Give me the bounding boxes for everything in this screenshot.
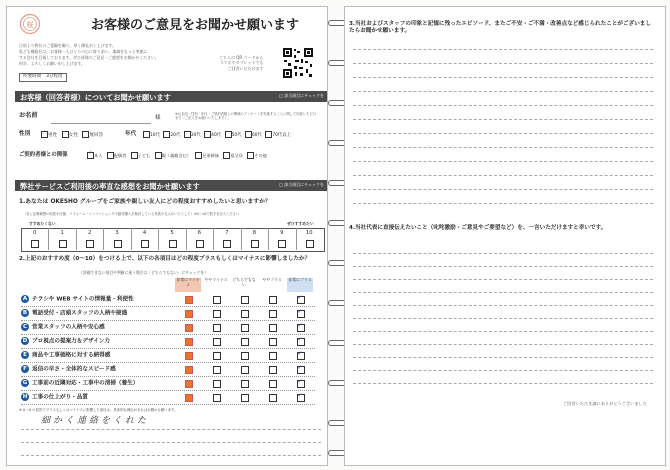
answer-line[interactable] <box>353 203 653 204</box>
answer-line[interactable] <box>353 370 653 371</box>
gender-option-female[interactable] <box>62 133 78 138</box>
age-options <box>143 131 291 138</box>
age-checkbox[interactable] <box>245 131 252 138</box>
rating-checkbox[interactable] <box>269 394 277 402</box>
closing-text: ご回答いただき誠にありがとうございました <box>563 401 647 406</box>
relation-label-sibling: 兄弟姉妹 <box>202 152 220 158</box>
age-checkbox[interactable] <box>143 131 150 138</box>
rating-checkbox[interactable] <box>213 324 221 332</box>
item-text: 営業スタッフの人柄や安心感 <box>32 324 105 331</box>
scale-checkbox[interactable] <box>86 240 94 248</box>
rating-checkbox[interactable] <box>185 394 193 402</box>
intro-line-3: する会社を目指しております。ぜひ皆様のご意見・ご感想をお聞かせください。 <box>19 55 159 60</box>
q2-text: 2.上記のおすすめ度（0〜10）をつける上で、以下の各項目はどの程度プラスもしくはマイナスに影響しましたか？ <box>19 256 311 262</box>
row-divider <box>21 404 315 405</box>
scale-number: 9 <box>280 230 284 236</box>
row-divider <box>21 348 315 349</box>
relation-checkbox[interactable] <box>131 152 138 159</box>
scale-checkbox[interactable] <box>196 240 204 248</box>
rating-checkbox[interactable] <box>241 394 249 402</box>
check-mark-icon: ✓ <box>297 392 303 399</box>
age-option[interactable] <box>143 133 160 138</box>
company-seal-logo <box>19 13 41 35</box>
item-letter-badge: F <box>21 365 29 373</box>
right-page <box>344 6 666 466</box>
qr-code-icon[interactable] <box>282 47 314 79</box>
item-text: プロ視点の提案力＆デザイン力 <box>32 338 110 345</box>
age-option[interactable] <box>225 133 242 138</box>
relation-option[interactable] <box>131 153 151 158</box>
rating-checkbox[interactable] <box>185 310 193 318</box>
answer-line[interactable] <box>21 455 321 456</box>
rating-item-label <box>21 337 179 347</box>
answer-line[interactable] <box>353 77 653 78</box>
rating-column-header: 非常にプラス <box>287 278 313 292</box>
q2-footnote: ※ A〜H の回答でプラスもしくはマイナスに影響した項目は、具体的な理由があればお聞かせ願います。 <box>19 408 178 412</box>
answer-line[interactable] <box>353 292 653 293</box>
scale-checkbox[interactable] <box>141 240 149 248</box>
age-label-10: 10代 <box>150 133 160 138</box>
relation-option[interactable] <box>195 153 219 158</box>
rating-column-header: 非常にマイナス <box>175 278 201 292</box>
answer-line[interactable] <box>353 253 653 254</box>
answer-time-badge: 所要時間 3分程度 <box>19 73 67 82</box>
relation-checkbox[interactable] <box>155 152 162 159</box>
intro-line-2: 私ども横総社は、お客様一人ひとりの心に寄り添い、地域をもっと笑顔に <box>19 49 148 54</box>
rating-checkbox[interactable] <box>297 352 305 360</box>
item-text: 商品や工事価格に対する納得感 <box>32 352 111 359</box>
intro-line-1: 日頃より弊社のご愛顧を賜り、厚く御礼申し上げます。 <box>19 43 116 48</box>
age-option[interactable] <box>163 133 180 138</box>
gender-options <box>41 131 103 139</box>
relation-label-parent: 親（義親含む） <box>161 152 191 158</box>
rating-checkbox[interactable] <box>241 352 249 360</box>
section1-header-label: お客様（回答者様）についてお聞かせ願います <box>20 93 171 102</box>
answer-line[interactable] <box>353 344 653 345</box>
rating-checkbox[interactable] <box>213 366 221 374</box>
svg-text:桜: 桜 <box>26 21 34 29</box>
rating-item-label <box>21 351 179 361</box>
age-option[interactable] <box>204 133 221 138</box>
rating-checkbox[interactable] <box>241 338 249 346</box>
item-text: 工事の仕上がり・品質 <box>32 394 88 401</box>
gender-female-checkbox[interactable] <box>62 131 69 138</box>
age-label-40: 40代 <box>211 133 222 138</box>
rating-checkbox[interactable] <box>297 310 305 318</box>
scale-checkbox[interactable] <box>31 240 39 248</box>
answer-line[interactable] <box>353 266 653 267</box>
rating-column-header: ややマイナス <box>204 277 228 282</box>
answer-line[interactable] <box>353 49 653 50</box>
q1-note: （窓に記載範囲の取扱や仕様、リフォーム・リノベーションや不動産購入を検討している家族や友人がいたとして）※0〜10で数字を記入ください <box>23 212 240 216</box>
scale-number: 8 <box>252 230 256 236</box>
row-divider <box>21 306 315 307</box>
rating-checkbox[interactable] <box>269 324 277 332</box>
answer-line[interactable] <box>353 357 653 358</box>
check-mark-icon: ✓ <box>297 378 303 385</box>
rating-checkbox[interactable] <box>185 366 193 374</box>
q3-text: 3.当社およびスタッフの印象と記憶に残ったエピソード、またご不安・ご不満・改善点など感じられたことがございましたらお聞かせ願います。 <box>349 21 651 35</box>
item-text: チラシや WEB サイトの情報量・利便性 <box>32 296 134 303</box>
answer-line[interactable] <box>353 91 653 92</box>
scale-right-label: ぜひすすめたい <box>287 221 314 226</box>
q1-text: 1.あなたは OKESHO グループをご家族や親しい友人にどの程度おすすめしたいと思いますか？ <box>19 199 271 205</box>
answer-line[interactable] <box>353 175 653 176</box>
answer-line[interactable] <box>353 318 653 319</box>
answer-line[interactable] <box>21 442 321 443</box>
scale-number: 6 <box>197 230 202 236</box>
gender-none-label: 無回答 <box>89 133 104 138</box>
relation-checkbox[interactable] <box>107 152 114 159</box>
scale-number: 3 <box>115 230 119 236</box>
q4-text: 4.当社代表に直接伝えたいこと（叱咤激励・ご意見やご要望など）を、一言いただけますと幸いです。 <box>349 225 607 231</box>
scale-number: 4 <box>142 230 147 236</box>
section2-header-label: 弊社サービスご利用後の率直な感想をお聞かせ願います <box>20 182 200 191</box>
answer-line[interactable] <box>353 331 653 332</box>
gender-option-none[interactable] <box>82 133 103 138</box>
rating-checkbox[interactable] <box>297 380 305 388</box>
section2-header <box>15 180 327 191</box>
rating-checkbox[interactable] <box>297 324 305 332</box>
scale-number: 1 <box>60 230 64 236</box>
row-divider <box>21 362 315 363</box>
page-title: お客様のご意見をお聞かせ願います <box>91 18 300 33</box>
rating-column-header: どちらでもない <box>232 277 256 287</box>
age-option[interactable] <box>245 133 262 138</box>
rating-checkbox[interactable] <box>269 352 277 360</box>
row-divider <box>21 376 315 377</box>
answer-line[interactable] <box>353 147 653 148</box>
age-label-70: 70代以上 <box>272 133 292 138</box>
age-option[interactable] <box>265 133 291 138</box>
gender-male-label: 男性 <box>48 133 58 138</box>
rating-checkbox[interactable] <box>213 380 221 388</box>
row-divider <box>21 320 315 321</box>
rating-checkbox[interactable] <box>213 352 221 360</box>
rating-checkbox[interactable] <box>241 310 249 318</box>
item-letter-badge: E <box>21 351 29 359</box>
rating-checkbox[interactable] <box>185 352 193 360</box>
age-label-60: 60代 <box>251 133 262 138</box>
answer-line[interactable] <box>353 279 653 280</box>
item-letter-badge: H <box>22 394 28 400</box>
age-option[interactable] <box>184 133 201 138</box>
rating-checkbox[interactable] <box>241 366 249 374</box>
relation-option[interactable] <box>247 153 267 158</box>
handwritten-answer: 細かく連絡をくれた <box>41 416 150 426</box>
rating-checkbox[interactable] <box>185 338 193 346</box>
rating-checkbox[interactable] <box>213 394 221 402</box>
rating-item-label <box>21 379 179 389</box>
check-mark-icon: ✓ <box>297 336 303 343</box>
rating-checkbox[interactable] <box>241 324 249 332</box>
item-letter-badge: G <box>22 380 28 386</box>
rating-item-label <box>21 323 179 333</box>
rating-checkbox[interactable] <box>297 338 305 346</box>
age-label-20: 20代 <box>170 133 181 138</box>
item-letter-badge: D <box>22 338 28 344</box>
answer-line[interactable] <box>353 383 653 384</box>
rating-item-label <box>21 295 179 305</box>
answer-line[interactable] <box>21 429 321 430</box>
rating-checkbox[interactable] <box>269 338 277 346</box>
item-letter-badge: C <box>22 324 28 330</box>
relation-self-label: 本人 <box>94 152 103 158</box>
relation-label: ご契約者様との関係 <box>19 152 68 158</box>
gender-option-male[interactable] <box>41 129 58 138</box>
answer-line[interactable] <box>353 161 653 162</box>
rating-item-label <box>21 365 179 375</box>
item-letter-badge: A <box>22 296 28 302</box>
age-checkbox[interactable] <box>225 131 232 138</box>
age-label: 年代 <box>125 131 137 137</box>
rating-checkbox[interactable] <box>213 338 221 346</box>
relation-label-grandparent: 祖父母 <box>230 152 243 158</box>
answer-line[interactable] <box>353 133 653 134</box>
scale-checkbox[interactable] <box>169 240 177 248</box>
rating-item-label <box>21 393 179 403</box>
check-mark-icon: ✓ <box>297 364 303 371</box>
relation-label-spouse: 配偶者 <box>113 152 127 158</box>
scale-number: 5 <box>170 230 174 236</box>
age-checkbox[interactable] <box>184 131 191 138</box>
section1-header <box>15 91 327 102</box>
relation-option[interactable] <box>107 153 127 158</box>
rating-checkbox[interactable] <box>269 380 277 388</box>
rating-checkbox[interactable] <box>241 380 249 388</box>
answer-line[interactable] <box>353 305 653 306</box>
q2-note: （評価できない項目や判断に迷う場合は「どちらでもない」にチェックを） <box>79 270 208 275</box>
item-text: 電話受付・店頭スタッフの人柄や接遇 <box>32 310 128 317</box>
name-field[interactable] <box>51 123 151 124</box>
rating-checkbox[interactable] <box>269 366 277 374</box>
row-divider <box>21 334 315 335</box>
answer-line[interactable] <box>353 105 653 106</box>
answer-line[interactable] <box>353 63 653 64</box>
relation-options <box>87 152 267 159</box>
left-page <box>6 6 328 466</box>
name-suffix: 様 <box>155 115 161 121</box>
item-text: 工事前の近隣対応・工事中の清掃（養生） <box>32 380 139 387</box>
scale-checkbox[interactable] <box>278 240 286 248</box>
gender-female-label: 女性 <box>68 133 78 138</box>
scale-number: 2 <box>87 230 92 236</box>
rating-checkbox[interactable] <box>213 296 221 304</box>
check-mark-icon: ✓ <box>297 308 303 315</box>
check-mark-icon: ✓ <box>297 350 303 357</box>
rating-checkbox[interactable] <box>297 394 305 402</box>
scale-number: 0 <box>33 230 37 236</box>
rating-item-label <box>21 309 179 319</box>
rating-checkbox[interactable] <box>297 296 305 304</box>
name-label: お名前 <box>19 112 38 119</box>
name-note: ※お名前・性別・年代・ご契約者様との関係のアンケートを実施することに関して同意いただけます（ご記入をお願いいたします）。 <box>175 112 317 121</box>
rating-checkbox[interactable] <box>297 366 305 374</box>
row-divider <box>21 390 315 391</box>
section1-check-hint: □ 該当項目にチェックを <box>279 93 324 98</box>
check-mark-icon: ✓ <box>297 322 303 329</box>
item-text: 返信の早さ・全体的なスピード感 <box>32 366 116 373</box>
scale-checkbox[interactable] <box>306 240 314 248</box>
rating-checkbox[interactable] <box>185 296 193 304</box>
answer-line[interactable] <box>353 189 653 190</box>
rating-checkbox[interactable] <box>185 324 193 332</box>
rating-checkbox[interactable] <box>241 296 249 304</box>
scale-checkbox[interactable] <box>114 240 122 248</box>
scale-checkbox[interactable] <box>223 240 231 248</box>
relation-label-other: その他 <box>254 152 267 158</box>
relation-option[interactable] <box>155 153 191 158</box>
gender-label: 性別 <box>19 131 31 137</box>
relation-option[interactable] <box>223 153 243 158</box>
age-label-50: 50代 <box>231 133 242 138</box>
qr-note: こちらの QR コードから スマホやタブレットでも ご回答いただけます <box>219 55 264 71</box>
scale-left-label: すすめたくない <box>29 221 56 226</box>
scale-number: 7 <box>225 230 229 236</box>
relation-label-child: 子ども <box>137 152 151 158</box>
check-mark-icon: ✓ <box>297 294 303 301</box>
scale-checkbox[interactable] <box>59 240 67 248</box>
item-letter-badge: B <box>22 310 28 316</box>
gender-male-checkbox[interactable]: ✓ <box>41 131 48 138</box>
rating-column-header: ややプラス <box>262 277 282 282</box>
rating-checkbox[interactable] <box>269 310 277 318</box>
rating-checkbox[interactable] <box>213 310 221 318</box>
answer-line[interactable] <box>353 119 653 120</box>
scale-number: 10 <box>305 230 313 236</box>
rating-checkbox[interactable] <box>185 380 193 388</box>
rating-checkbox[interactable] <box>269 296 277 304</box>
section2-check-hint: □ 該当項目にチェックを <box>279 182 324 187</box>
intro-line-4: 何卒、よろしくお願い申し上げます。 <box>19 61 85 66</box>
scale-checkbox[interactable] <box>251 240 259 248</box>
relation-option-self[interactable] <box>87 150 103 158</box>
age-label-30: 30代 <box>190 133 201 138</box>
relation-self-checkbox[interactable]: ✓ <box>87 152 94 159</box>
binding-rings <box>327 0 345 470</box>
